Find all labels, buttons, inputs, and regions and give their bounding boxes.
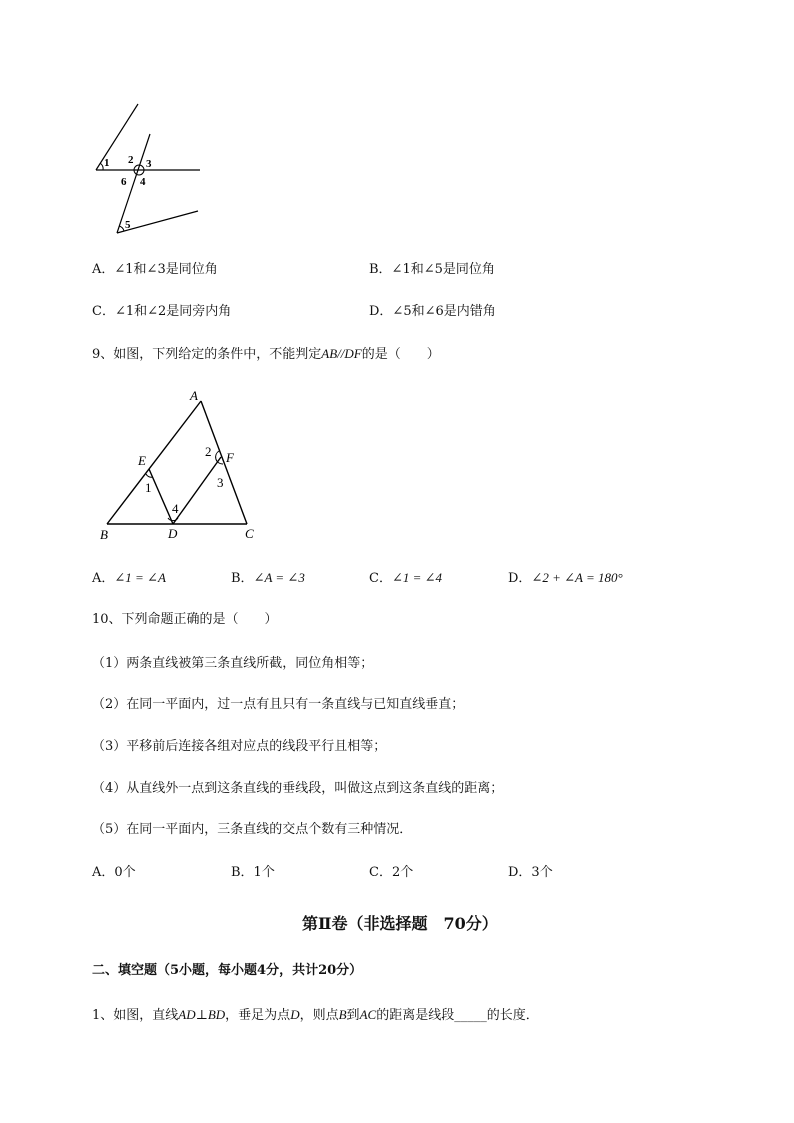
vertex-B: B <box>100 527 108 542</box>
q9-option-c-math: ∠1 = ∠4 <box>391 570 443 585</box>
q10-option-d[interactable]: D．3个 <box>508 865 553 880</box>
q10-item-2: （2）在同一平面内，过一点有且只有一条直线与已知直线垂直； <box>92 697 465 712</box>
part2-title: 第Ⅱ卷（非选择题 70分） <box>302 914 498 933</box>
q9-stem <box>92 346 440 363</box>
fig1-label-5: 5 <box>125 219 131 231</box>
fill1-answer-blank[interactable]: _____ <box>454 1008 487 1023</box>
vertex-F: F <box>226 450 234 465</box>
q9-option-c[interactable] <box>369 570 442 587</box>
vertex-D: D <box>168 526 178 541</box>
q9-option-d[interactable] <box>508 570 623 587</box>
q9-stem-prefix: 9、如图，下列给定的条件中，不能判定 <box>92 347 322 362</box>
fill1-math-2: D <box>290 1007 300 1022</box>
q10-item-5: （5）在同一平面内，三条直线的交点个数有三种情况． <box>92 822 413 837</box>
q9-stem-suffix: 的是（ ） <box>361 347 440 362</box>
vertex-C: C <box>245 526 254 541</box>
figure-triangle-diagram <box>95 385 265 545</box>
q10-option-c[interactable]: C．2个 <box>369 865 414 880</box>
fill1-text-5: 的距离是线段 <box>376 1008 455 1023</box>
fill-question-1 <box>92 1007 539 1024</box>
fill1-math-3: B <box>338 1007 347 1022</box>
segment-DF <box>173 457 221 524</box>
q9-option-b-label: B． <box>231 571 254 586</box>
fig1-label-1: 1 <box>104 157 110 169</box>
segment-AC <box>201 401 247 524</box>
q9-option-c-label: C． <box>369 571 392 586</box>
q9-stem-math: AB//DF <box>321 346 362 361</box>
fill-in-section-heading: 二、填空题（5小题，每小题4分，共计20分） <box>92 963 363 978</box>
fill1-text-2: ，垂足为点 <box>225 1008 291 1023</box>
fig1-label-2: 2 <box>128 154 134 166</box>
q10-option-b[interactable]: B．1个 <box>231 865 275 880</box>
fill1-math-1: AD⊥BD <box>178 1007 226 1022</box>
q10-option-a[interactable]: A．0个 <box>92 865 136 880</box>
angle-label-3: 3 <box>217 475 224 490</box>
q9-option-d-math: ∠2 + ∠A = 180° <box>531 570 623 585</box>
fill1-text-1: 1、如图，直线 <box>92 1008 179 1023</box>
fill1-math-4: AC <box>359 1007 377 1022</box>
vertex-A: A <box>190 388 198 403</box>
angle-arc-5 <box>119 226 124 231</box>
q9-option-a-label: A． <box>92 571 115 586</box>
q9-option-a[interactable] <box>92 570 166 587</box>
fill1-text-6: 的长度． <box>486 1008 539 1023</box>
q8-option-d[interactable]: D．∠5和∠6是内错角 <box>369 304 496 319</box>
q9-option-a-math: ∠1 = ∠A <box>114 570 166 585</box>
fill1-text-4: 到 <box>346 1008 360 1023</box>
q10-item-3: （3）平移前后连接各组对应点的线段平行且相等； <box>92 739 387 754</box>
fill1-text-3: ，则点 <box>299 1008 339 1023</box>
q10-item-1: （1）两条直线被第三条直线所截，同位角相等； <box>92 656 374 671</box>
fig1-label-4: 4 <box>140 176 146 188</box>
figure-angles-diagram <box>88 100 208 240</box>
q9-option-b-math: ∠A = ∠3 <box>253 570 305 585</box>
q10-item-4: （4）从直线外一点到这条直线的垂线段，叫做这点到这条直线的距离； <box>92 781 504 796</box>
angle-label-2: 2 <box>205 444 212 459</box>
q8-option-a[interactable]: A．∠1和∠3是同位角 <box>92 262 218 277</box>
angle-label-1: 1 <box>145 480 152 495</box>
q10-stem: 10、下列命题正确的是（ ） <box>92 612 278 627</box>
angle-label-4: 4 <box>172 501 179 516</box>
fig1-label-6: 6 <box>121 176 127 188</box>
q8-option-b[interactable]: B．∠1和∠5是同位角 <box>369 262 495 277</box>
fig1-label-3: 3 <box>146 158 152 170</box>
q8-option-c[interactable]: C．∠1和∠2是同旁内角 <box>92 304 232 319</box>
q9-option-b[interactable] <box>231 570 305 587</box>
vertex-E: E <box>138 453 146 468</box>
q9-option-d-label: D． <box>508 571 532 586</box>
